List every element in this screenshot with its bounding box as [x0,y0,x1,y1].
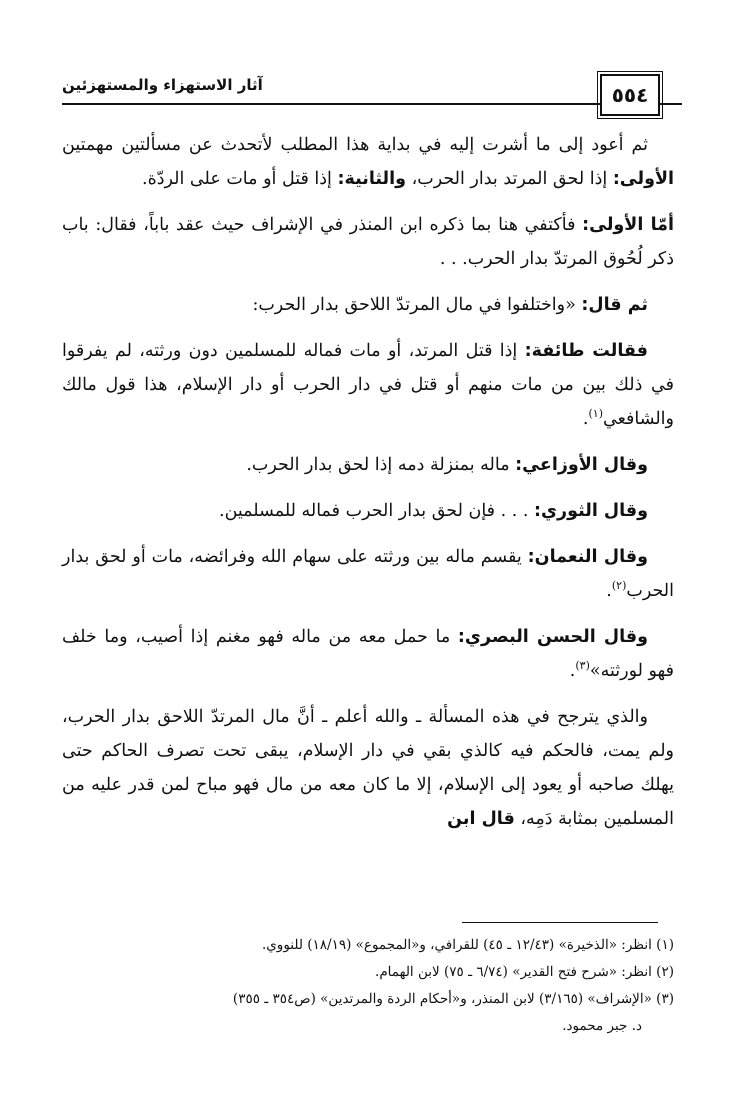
paragraph-7: وقال النعمان: يقسم ماله بين ورثته على سهام الله وفرائضه، مات أو لحق بدار الحرب$^{(٢)}$. [62,547,674,601]
main-text [62,128,674,848]
running-title: آثار الاستهزاء والمستهزئين [62,76,263,94]
footnote-divider [462,922,658,923]
footnote-ref-3: (٣) [575,659,590,673]
paragraph-1: ثم أعود إلى ما أشرت إليه في بداية هذا المطلب لأتحدث عن مسألتين مهمتين الأولى: إذا لحق المرتد بدار الحرب، والثانية: إذا قتل أو مات على الردّة. [62,135,674,189]
footnote-ref-2: (٢) [611,579,627,593]
paragraph-6: وقال الثوري: . . . فإن لحق بدار الحرب فماله للمسلمين. [219,501,648,521]
paragraph-2: أمّا الأولى: فأكتفي هنا بما ذكره ابن المنذر في الإشراف حيث عقد باباً، فقال: باب ذكر لُحُوق المرتدّ بدار الحرب. . . [62,215,674,269]
paragraph-9: والذي يترجح في هذه المسألة ـ والله أعلم ـ أنَّ مال المرتدّ اللاحق بدار الحرب، ولم يمت، فالحكم فيه كالذي بقي في دار الإسلام، يبقى تحت تصرف الحاكم حتى يهلك صاحبه أو يعود إلى الإسلام، إلا ما كان معه من مال فهو مباح لمن قدر عليه من المسلمين بمثابة دَمِه، قال ابن [62,707,674,829]
header-rule-right [660,103,682,105]
footnotes [62,932,674,1040]
header-rule [62,103,612,105]
footnote-2: (٢) انظر: «شرح فتح القدير» (٦/٧٤ ـ ٧٥) لابن الهمام. [375,964,674,980]
page-header [62,70,682,118]
footnote-1: (١) انظر: «الذخيرة» (١٢/٤٣ ـ ٤٥) للقرافي، و«المجموع» (١٨/١٩) للنووي. [261,937,674,953]
page-number: ٥٥٤ [600,74,660,116]
paragraph-5: وقال الأوزاعي: ماله بمنزلة دمه إذا لحق بدار الحرب. [246,455,648,475]
paragraph-8: وقال الحسن البصري: ما حمل معه من ماله فهو مغنم إذا أصيب، وما خلف فهو لورثته»$^{(٣)}$. [62,627,674,681]
paragraph-3: ثم قال: «واختلفوا في مال المرتدّ اللاحق بدار الحرب: [252,295,648,315]
footnote-3: (٣) «الإشراف» (٣/١٦٥) لابن المنذر، و«أحكام الردة والمرتدين» (ص٣٥٤ ـ ٣٥٥) [232,991,674,1007]
footnote-ref-1: (١) [588,407,604,421]
footnote-3-continuation: د. جبر محمود. [562,1018,642,1034]
paragraph-4: فقالت طائفة: إذا قتل المرتد، أو مات فماله للمسلمين دون ورثته، لم يفرقوا في ذلك بين من مات منهم أو قتل في دار الحرب أو دار الإسلام، هذا قول مالك والشافعي$^{(١)}$. [62,341,674,429]
